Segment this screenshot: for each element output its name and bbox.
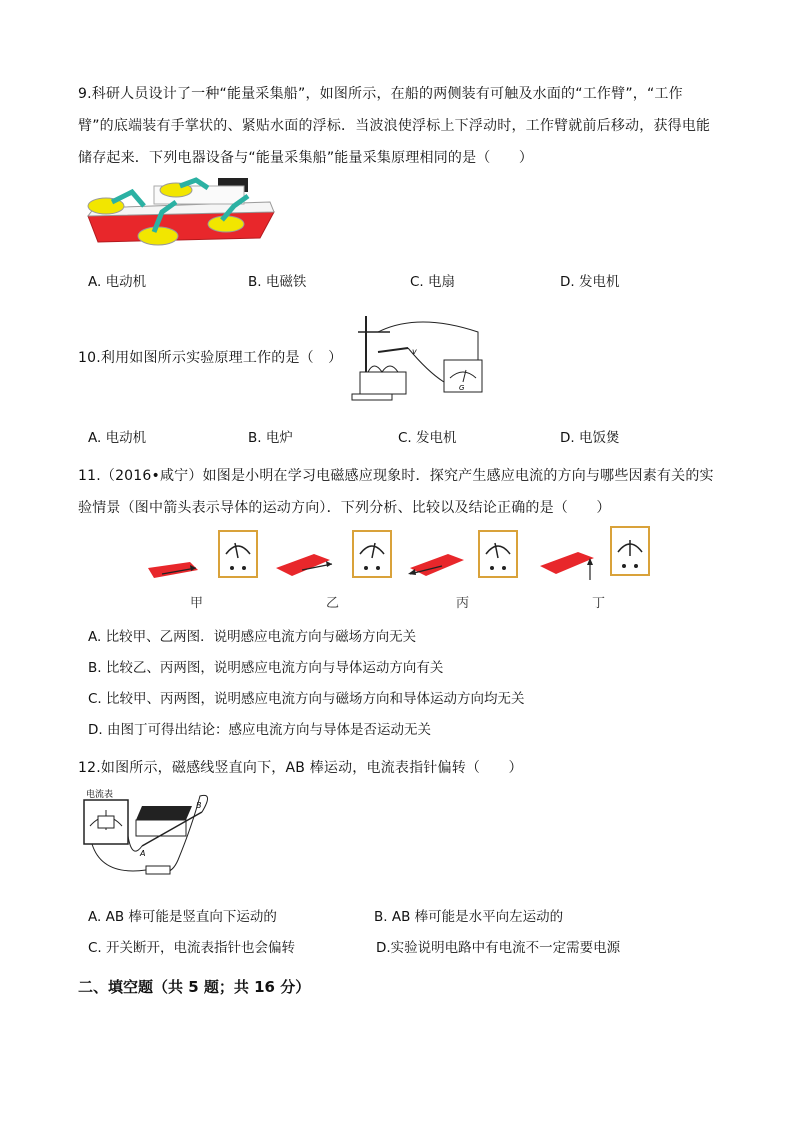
question-11-text: 11.（2016•咸宁）如图是小明在学习电磁感应现象时．探究产生感应电流的方向与哪些因素有关的实验情景（图中箭头表示导体的运动方向）．下列分析、比较以及结论正确的是（ ） xyxy=(78,468,714,516)
figure-ding-magnet xyxy=(538,546,602,580)
figure-bing-magnet xyxy=(404,550,466,580)
ammeter-title: 电流表 xyxy=(86,790,114,800)
figure-jia-magnet xyxy=(146,556,200,582)
q11-option-d[interactable]: D. 由图丁可得出结论：感应电流方向与导体是否运动无关 xyxy=(88,722,431,738)
q12-option-c[interactable]: C. 开关断开，电流表指针也会偏转 xyxy=(88,940,296,956)
q12-option-d[interactable]: D.实验说明电路中有电流不一定需要电源 xyxy=(376,940,621,956)
q9-option-b[interactable]: B. 电磁铁 xyxy=(248,274,307,290)
galvanometer-label: G xyxy=(459,384,465,392)
velocity-label: v xyxy=(412,347,417,356)
q12-option-a[interactable]: A. AB 棒可能是竖直向下运动的 xyxy=(88,909,277,925)
caption-ding: 丁 xyxy=(592,596,606,611)
q11-option-c[interactable]: C. 比较甲、丙两图，说明感应电流方向与磁场方向和导体运动方向均无关 xyxy=(88,691,525,707)
q9-option-c[interactable]: C. 电扇 xyxy=(410,274,456,290)
figure-jia-galvanometer xyxy=(218,530,258,578)
question-9-text: 9.科研人员设计了一种“能量采集船”，如图所示，在船的两侧装有可触及水面的“工作臂”，“工作臂”的底端装有手掌状的、紧贴水面的浮标．当波浪使浮标上下浮动时，工作臂就前后移动，获得电能储存起来．下列电器设备与“能量采集船”能量采集原理相同的是（ ） xyxy=(78,86,711,166)
caption-jia: 甲 xyxy=(190,596,204,611)
figure-yi-magnet xyxy=(274,550,336,580)
question-10-text: 10.利用如图所示实验原理工作的是（ ） xyxy=(78,350,343,366)
q10-option-a[interactable]: A. 电动机 xyxy=(88,430,147,446)
q9-option-a[interactable]: A. 电动机 xyxy=(88,274,147,290)
caption-bing: 丙 xyxy=(456,596,470,611)
induction-experiment-figure xyxy=(348,312,486,404)
figure-yi-galvanometer xyxy=(352,530,392,578)
figure-ding-galvanometer xyxy=(610,526,650,576)
q9-option-d[interactable]: D. 发电机 xyxy=(560,274,620,290)
section-2-title: 二、填空题（共 5 题；共 16 分） xyxy=(78,978,311,996)
rod-end-b: B xyxy=(196,801,202,810)
ammeter-circuit-figure xyxy=(82,786,218,882)
q11-option-b[interactable]: B. 比较乙、丙两图，说明感应电流方向与导体运动方向有关 xyxy=(88,660,444,676)
q10-option-d[interactable]: D. 电饭煲 xyxy=(560,430,620,446)
energy-harvesting-boat-figure xyxy=(84,172,280,250)
q12-option-b[interactable]: B. AB 棒可能是水平向左运动的 xyxy=(374,909,564,925)
q10-option-b[interactable]: B. 电炉 xyxy=(248,430,293,446)
question-12-text: 12.如图所示，磁感线竖直向下，AB 棒运动，电流表指针偏转（ ） xyxy=(78,760,523,776)
figure-bing-galvanometer xyxy=(478,530,518,578)
rod-end-a: A xyxy=(140,849,146,858)
q11-option-a[interactable]: A. 比较甲、乙两图．说明感应电流方向与磁场方向无关 xyxy=(88,629,417,645)
q10-option-c[interactable]: C. 发电机 xyxy=(398,430,457,446)
caption-yi: 乙 xyxy=(326,596,340,611)
